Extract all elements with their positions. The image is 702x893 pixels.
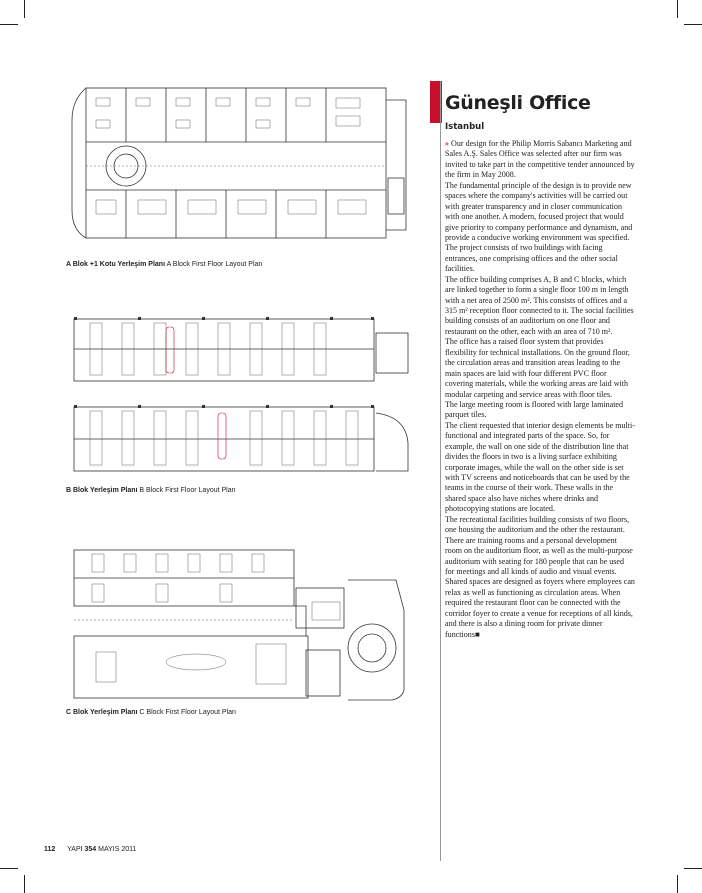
article-paragraph: The fundamental principle of the design is to provide new spaces where the company's activities will be carried out with greater transparency and in closer communication with one another. A modern, focused project that would give priority to company performance and dynamism, and provide a conducive working environment was specified.	[445, 180, 633, 242]
article-paragraph: The large meeting room is floored with large laminated parquet tiles.	[445, 399, 624, 420]
end-mark: ■	[474, 629, 480, 639]
issue-number: 354	[84, 846, 97, 853]
article-paragraph: The office has a raised floor system that provides flexibility for technical installations. On the ground floor, the circulation areas and transition areas leading to the main spaces are laid with four different PVC floor covering materials, while the working areas are laid with modular carpeting and service areas with floor tiles.	[445, 337, 630, 399]
column-divider	[440, 81, 441, 861]
floor-plan-a	[66, 80, 422, 252]
crop-mark	[24, 0, 25, 18]
article-paragraph: The office building comprises A, B and C blocks, which are linked together to form a single floor 100 m in length with a net area of 2500 m². This consists of offices and a 315 m² reception floor connected to it. The social facilities building consists of an auditorium on one floor and restaurant on the other, each with an area of 710 m².	[445, 274, 634, 336]
plan-a-caption-tr: A Blok +1 Kotu Yerleşim Planı	[66, 261, 166, 268]
article-paragraph: The project consists of two buildings with facing entrances, one comprising offices and the other social facilities.	[445, 243, 618, 274]
crop-mark	[0, 868, 18, 869]
page-number: 112	[44, 846, 56, 853]
magazine-name: YAPI	[67, 846, 83, 853]
plan-b-caption-en: B Block First Floor Layout Plan	[139, 487, 236, 494]
bullet-marker: »	[445, 139, 450, 148]
article-location: Istanbul	[445, 122, 485, 132]
plan-c-caption-tr: C Blok Yerleşim Planı	[66, 709, 138, 716]
article-paragraph: The client requested that interior design elements be multi-functional and integrated parts of the space. So, for example, the wall on one side of the distribution line that divides the floors in two is a living surface exhibiting corporate images, while the wall on the other side is set with TV screens and noticeboards that can be used by the teams in the course of their work. These walls in the shared space also have niches where drinks and photocopying stations are located.	[445, 420, 635, 514]
plan-c-caption	[66, 709, 236, 716]
plan-a-caption-en: A Block First Floor Layout Plan	[166, 261, 263, 268]
crop-mark	[0, 24, 18, 25]
article-title: Güneşli Office	[445, 92, 591, 114]
crop-mark	[684, 868, 702, 869]
paragraph-text: The recreational facilities building consists of two floors, one housing the auditorium and the other the restaurant. There are training rooms and a personal development room on the auditorium floor, as well as the multi-purpose auditorium with seating for 180 people that can be used for meetings and all kinds of audio and visual events. Shared spaces are designed as foyers where employees can relax as well as functioning as circulation areas. When required the restaurant floor can be connected with the corridor foyer to create a venue for receptions of all kinds, and there is also a dining room for private dinner functions	[445, 514, 635, 639]
plan-b-caption	[66, 487, 236, 494]
paragraph-text: Our design for the Philip Morris Sabancı Marketing and Sales A.Ş. Sales Office was selected after our firm was invited to take part in the competitive tender announced by the firm in May 2008.	[445, 139, 635, 180]
plan-a-caption	[66, 261, 262, 268]
crop-mark	[677, 875, 678, 893]
floor-plan-c	[66, 540, 422, 706]
crop-mark	[24, 875, 25, 893]
article-paragraph	[445, 139, 635, 181]
plan-c-caption-en: C Block First Floor Layout Plan	[139, 709, 236, 716]
article-body	[445, 139, 635, 640]
floor-plan-b	[66, 313, 422, 479]
issue-date: MAYIS 2011	[98, 846, 137, 853]
article-paragraph	[445, 515, 635, 640]
crop-mark	[684, 24, 702, 25]
plan-b-caption-tr: B Blok Yerleşim Planı	[66, 487, 138, 494]
crop-mark	[677, 0, 678, 18]
page-footer	[44, 846, 136, 853]
